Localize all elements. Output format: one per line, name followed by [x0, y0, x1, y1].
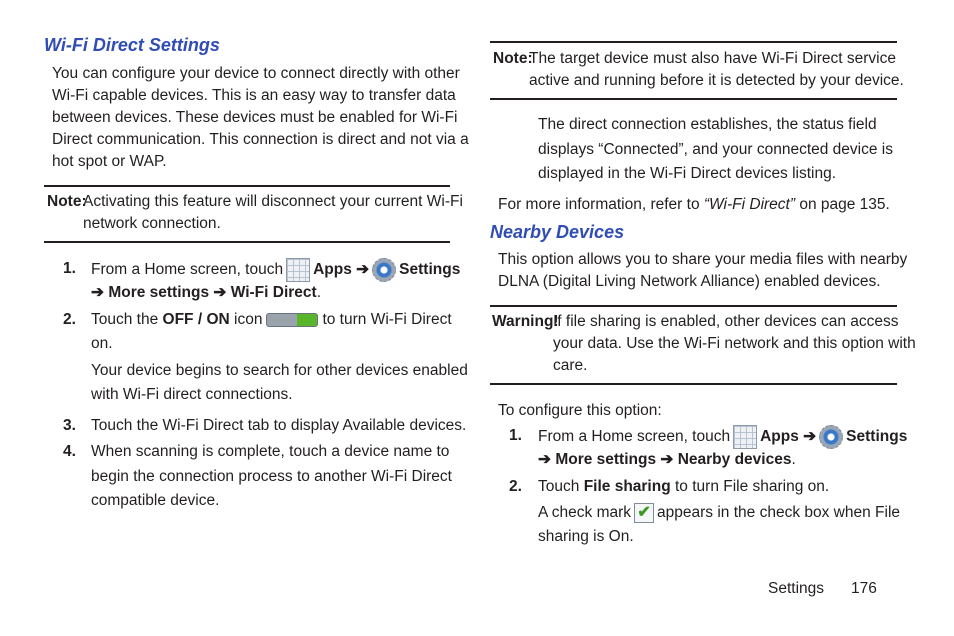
- more-settings-label: More settings: [555, 451, 657, 468]
- nearby-text: DLNA (Digital Living Network Alliance) enabled devices.: [498, 273, 881, 290]
- step1-line: [538, 425, 907, 449]
- intro-line: You can configure your device to connect directly with other: [52, 65, 460, 82]
- step3-text: Touch the Wi-Fi Direct tab to display Available devices.: [91, 417, 467, 434]
- step-number: 2.: [509, 478, 522, 495]
- off-on-label: OFF / ON: [162, 311, 230, 328]
- step4-text: compatible device.: [91, 492, 220, 509]
- apps-label: Apps: [760, 428, 799, 446]
- note-top-rule: [490, 41, 897, 43]
- nearby-devices-label: Nearby devices: [677, 451, 792, 468]
- nearby-devices-heading: Nearby Devices: [490, 222, 625, 242]
- warning-text: If file sharing is enabled, other devices can access: [553, 313, 899, 330]
- status-text: displays “Connected”, and your connected device is: [538, 141, 893, 158]
- status-text: The direct connection establishes, the status field: [538, 116, 877, 133]
- arrow-icon: ➔: [356, 261, 370, 279]
- more-info-line: [498, 194, 890, 216]
- wifi-direct-heading: Wi-Fi Direct Settings: [44, 35, 220, 55]
- period: .: [791, 451, 796, 468]
- step2-line: [538, 476, 829, 498]
- warning-label: Warning!: [492, 313, 559, 330]
- step2-text: Touch: [538, 478, 580, 495]
- step-number: 4.: [63, 443, 76, 460]
- intro-line: hot spot or WAP.: [52, 153, 167, 170]
- intro-line: between devices. These devices must be enabled for Wi-Fi: [52, 109, 458, 126]
- arrow-icon: ➔: [91, 284, 104, 301]
- note-text: The target device must also have Wi-Fi Direct service: [529, 50, 896, 67]
- check-text: sharing is On.: [538, 528, 634, 545]
- note-label: Note:: [47, 193, 87, 210]
- check-text: A check mark: [538, 504, 632, 521]
- settings-label: Settings: [846, 428, 908, 446]
- step1-line: [91, 258, 460, 282]
- footer-section: Settings: [768, 580, 825, 597]
- note-text: Activating this feature will disconnect your current Wi-Fi: [83, 193, 463, 210]
- wifi-direct-reference-link[interactable]: “Wi-Fi Direct”: [703, 196, 796, 213]
- arrow-icon: ➔: [538, 451, 551, 468]
- note-top-rule: [44, 185, 450, 187]
- step-number: 3.: [63, 417, 76, 434]
- wifi-direct-label: Wi-Fi Direct: [230, 284, 317, 301]
- step2-text: Touch the: [91, 311, 159, 328]
- arrow-icon: ➔: [213, 284, 227, 301]
- warning-bottom-rule: [490, 383, 897, 385]
- period: .: [316, 284, 321, 301]
- file-sharing-label: File sharing: [583, 478, 671, 495]
- more-settings-label: More settings: [108, 284, 210, 301]
- step2-sub: Your device begins to search for other devices enabled: [91, 362, 468, 379]
- status-text: displayed in the Wi-Fi Direct devices listing.: [538, 165, 837, 182]
- step-number: 2.: [63, 311, 76, 328]
- step1-line: [538, 449, 796, 471]
- intro-line: Direct communication. This connection is direct and not via a: [52, 131, 469, 148]
- settings-gear-icon: [819, 425, 843, 449]
- on-off-toggle-icon: [266, 313, 318, 327]
- step1-line: [91, 282, 321, 304]
- step2-text: to turn File sharing on.: [675, 478, 830, 495]
- step4-text: begin the connection process to another Wi-Fi Direct: [91, 468, 452, 485]
- step2-text: on.: [91, 335, 113, 352]
- note-label: Note:: [493, 50, 533, 67]
- step4-text: When scanning is complete, touch a device name to: [91, 443, 450, 460]
- check-line: [538, 502, 900, 524]
- step1-text: From a Home screen, touch: [91, 261, 284, 279]
- step2-sub: with Wi-Fi direct connections.: [91, 386, 293, 403]
- step2-line: [91, 309, 452, 331]
- more-info-text: on page 135.: [799, 196, 890, 213]
- more-info-text: For more information, refer to: [498, 196, 700, 213]
- note-bottom-rule: [44, 241, 450, 243]
- apps-grid-icon: [286, 258, 310, 282]
- settings-label: Settings: [399, 261, 461, 279]
- configure-text: To configure this option:: [498, 402, 662, 419]
- arrow-icon: ➔: [803, 428, 817, 446]
- checkmark-icon: ✔: [634, 503, 654, 523]
- apps-grid-icon: [733, 425, 757, 449]
- intro-line: Wi-Fi capable devices. This is an easy way to transfer data: [52, 87, 456, 104]
- step-number: 1.: [509, 427, 522, 444]
- arrow-icon: ➔: [660, 451, 674, 468]
- settings-gear-icon: [372, 258, 396, 282]
- step2-text: icon: [234, 311, 263, 328]
- note-text: network connection.: [83, 215, 221, 232]
- nearby-text: This option allows you to share your media files with nearby: [498, 251, 908, 268]
- check-text: appears in the check box when File: [657, 504, 901, 521]
- page-number: 176: [851, 580, 877, 597]
- warning-text: care.: [553, 357, 588, 374]
- step2-text: to turn Wi-Fi Direct: [322, 311, 452, 328]
- step1-text: From a Home screen, touch: [538, 428, 731, 446]
- step-number: 1.: [63, 260, 76, 277]
- warning-top-rule: [490, 305, 897, 307]
- warning-text: your data. Use the Wi-Fi network and this option with: [553, 335, 916, 352]
- note-bottom-rule: [490, 98, 897, 100]
- note-text: active and running before it is detected by your device.: [529, 72, 904, 89]
- apps-label: Apps: [313, 261, 352, 279]
